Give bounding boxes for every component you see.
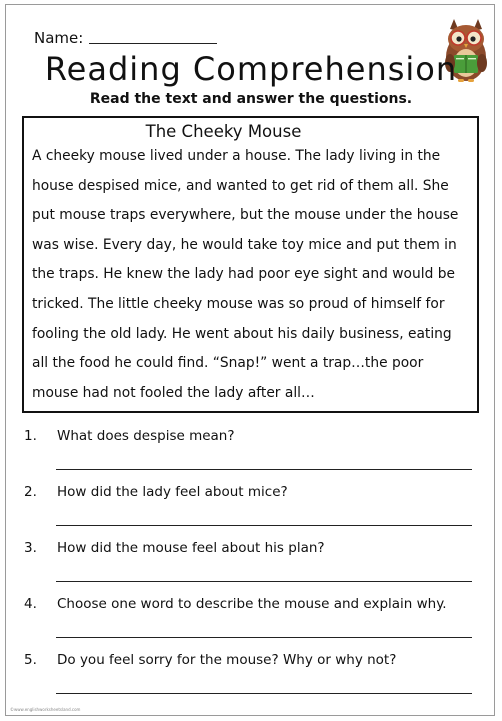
question-text: Choose one word to describe the mouse and explain why. (57, 596, 447, 612)
answer-line[interactable] (56, 525, 472, 526)
question-number: 1. (24, 428, 37, 444)
passage-text: A cheeky mouse lived under a house. The lady living in the house despised mice, and wanted to get rid of them all. She put mouse traps everywhere, but the mouse under the house was wise. Every day, he would take toy mice and put them in the traps. He knew the lady had poor eye sight and would be tricked. The little cheeky mouse was so proud of himself for fooling the old lady. He went about his daily business, eating all the food he could find. “Snap!” went a trap…the poor mouse had not fooled the lady after all… (32, 148, 459, 401)
passage-title: The Cheeky Mouse (145, 122, 302, 141)
answer-line[interactable] (56, 637, 472, 638)
answer-line[interactable] (56, 693, 472, 694)
question-number: 5. (24, 652, 37, 668)
question-text: Do you feel sorry for the mouse? Why or why not? (57, 652, 397, 668)
worksheet-title: Reading Comprehension (44, 50, 458, 88)
worksheet-instructions: Read the text and answer the questions. (89, 91, 413, 107)
question-number: 3. (24, 540, 37, 556)
copyright-credit: ©www.englishworksheetsland.com (10, 707, 81, 712)
answer-line[interactable] (56, 469, 472, 470)
question-item-5 (0, 652, 502, 708)
question-text: How did the mouse feel about his plan? (57, 540, 325, 556)
question-item-3 (0, 540, 502, 596)
name-label: Name: (34, 29, 84, 47)
name-blank-line[interactable] (89, 43, 217, 44)
question-number: 2. (24, 484, 37, 500)
answer-line[interactable] (56, 581, 472, 582)
reading-passage-box (22, 116, 479, 413)
question-item-1 (0, 428, 502, 484)
name-field (34, 29, 217, 47)
question-text: What does despise mean? (57, 428, 235, 444)
question-number: 4. (24, 596, 37, 612)
question-item-2 (0, 484, 502, 540)
question-item-4 (0, 596, 502, 652)
question-text: How did the lady feel about mice? (57, 484, 288, 500)
